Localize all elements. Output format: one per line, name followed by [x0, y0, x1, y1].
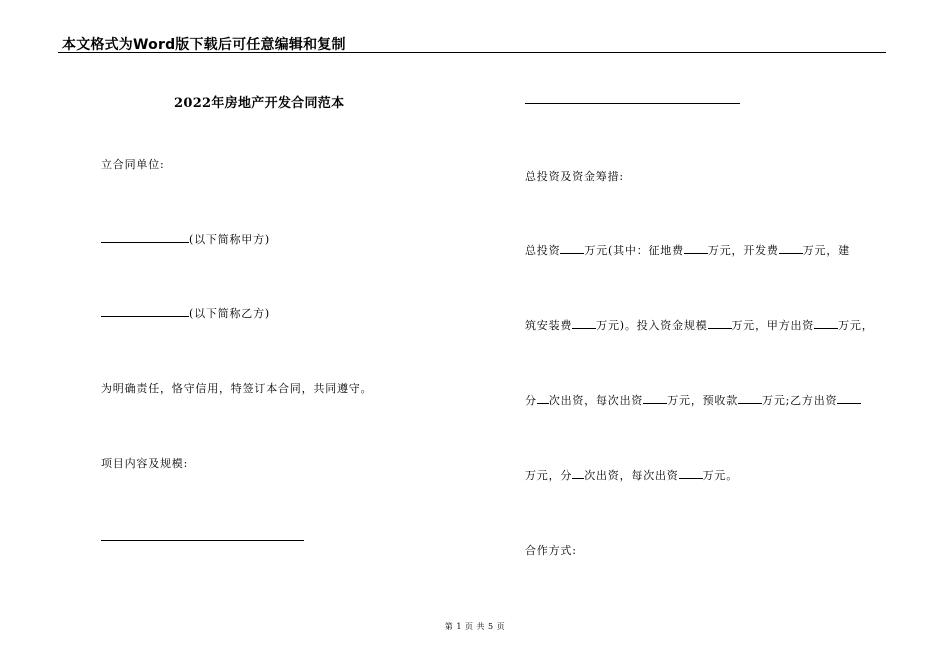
document-title: 2022年房地产开发合同范本	[174, 96, 345, 111]
investment-line-1	[525, 242, 850, 258]
party-a-blank	[101, 232, 189, 243]
blank-field	[572, 468, 584, 479]
investment-label: 总投资及资金筹措:	[525, 170, 624, 183]
party-b-blank	[101, 306, 189, 317]
text-segment: 万元，	[838, 319, 874, 332]
investment-line-2	[525, 317, 874, 333]
text-segment: 万元，分	[525, 469, 573, 482]
investment-line-4	[525, 467, 738, 483]
party-b-text: (以下简称乙方)	[189, 307, 270, 320]
party-a-text: (以下简称甲方)	[189, 233, 270, 246]
text-segment: 筑安装费	[525, 319, 573, 332]
blank-field	[814, 318, 838, 329]
parties-label: 立合同单位:	[101, 158, 165, 171]
text-segment: 次出资，每次出资	[548, 394, 644, 407]
text-segment: 万元。	[702, 469, 739, 482]
blank-field	[560, 243, 584, 254]
header-text: 本文格式为Word版下载后可任意编辑和复制	[62, 37, 346, 53]
text-segment: 万元，开发费	[707, 244, 779, 257]
text-segment: 万元)。投入资金规模	[596, 319, 708, 332]
blank-field	[537, 393, 549, 404]
blank-field	[572, 318, 596, 329]
page-footer: 第 1 页 共 5 页	[444, 622, 506, 631]
project-label: 项目内容及规模:	[101, 457, 189, 470]
text-segment: 次出资，每次出资	[584, 469, 679, 482]
blank-field	[708, 318, 732, 329]
blank-field	[779, 243, 803, 254]
blank-field	[738, 393, 762, 404]
text-segment: 万元;乙方出资	[762, 394, 838, 407]
text-segment: 万元，甲方出资	[731, 319, 815, 332]
blank-field	[643, 393, 667, 404]
project-content-blank-continued	[525, 103, 740, 104]
intro-text: 为明确责任，恪守信用，特签订本合同，共同遵守。	[101, 382, 373, 395]
text-segment: 万元(其中：征地费	[584, 244, 684, 257]
text-segment: 分	[525, 394, 537, 407]
party-a-line	[101, 231, 270, 247]
document-header	[58, 34, 886, 53]
blank-field	[679, 468, 703, 479]
blank-field	[837, 393, 861, 404]
investment-line-3	[525, 392, 861, 408]
text-segment: 万元，建	[802, 244, 850, 257]
blank-field	[684, 243, 708, 254]
text-segment: 万元，预收款	[667, 394, 739, 407]
cooperation-label: 合作方式:	[525, 544, 577, 557]
party-b-line	[101, 305, 270, 321]
text-segment: 总投资	[525, 244, 561, 257]
project-content-blank	[101, 540, 304, 541]
